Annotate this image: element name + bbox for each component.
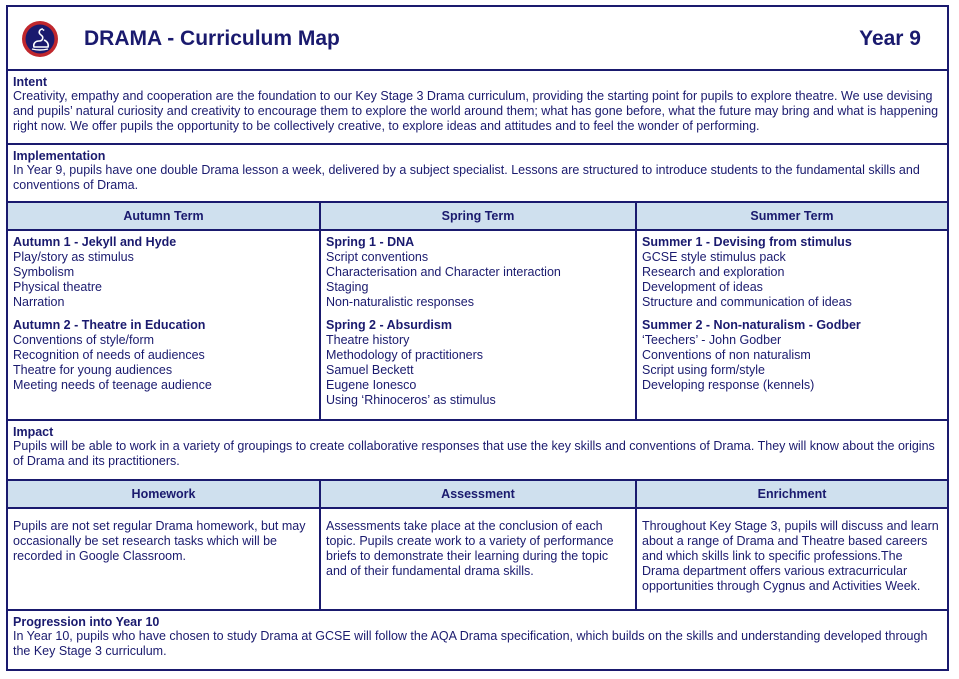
list-item: Developing response (kennels) (642, 378, 815, 392)
impact-title: Impact (13, 425, 54, 439)
list-item: Research and exploration (642, 265, 785, 279)
terms-content-row (8, 231, 947, 421)
list-item: Script using form/style (642, 363, 765, 377)
intent-section (8, 71, 947, 145)
summer-term-column (637, 231, 947, 419)
list-item: Structure and communication of ideas (642, 295, 852, 309)
unit-title: Summer 1 - Devising from stimulus (642, 235, 852, 249)
page-title: DRAMA - Curriculum Map (84, 27, 340, 50)
list-item: Non-naturalistic responses (326, 295, 474, 309)
list-item: Conventions of non naturalism (642, 348, 811, 362)
list-item: Conventions of style/form (13, 333, 155, 347)
info-header-row (8, 481, 947, 509)
list-item: Theatre history (326, 333, 410, 347)
list-item: Recognition of needs of audiences (13, 348, 205, 362)
year-label: Year 9 (859, 27, 921, 50)
enrichment-text: Throughout Key Stage 3, pupils will discuss and learn about a range of Drama and Theatre based careers and which skills link to specific professions.The Drama department offers various extracurricular opportunities through Cygnus and Activities Week. (642, 519, 939, 593)
list-item: Development of ideas (642, 280, 763, 294)
term-header-row (8, 203, 947, 231)
intent-text: Creativity, empathy and cooperation are the foundation to our Key Stage 3 Drama curriculum, providing the starting point for pupils to explore theatre. We use devising and pupils’ natural curiosity and creativity to encourage them to explore the world around them; what has gone before, what the future may bring and what is happening right now. We offer pupils the opportunity to be collectively creative, to explore ideas and attitudes and to feel the wonder of performing. (13, 89, 939, 133)
info-content-row (8, 509, 947, 611)
progression-section (8, 611, 947, 669)
assessment-text: Assessments take place at the conclusion of each topic. Pupils create work to a variety of performance briefs to demonstrate their learning during the topic and of their fundamental drama skills. (321, 509, 637, 609)
unit-block (642, 318, 942, 393)
impact-section (8, 421, 947, 481)
implementation-section (8, 145, 947, 203)
unit-title: Spring 1 - DNA (326, 235, 415, 249)
assessment-header: Assessment (321, 481, 637, 507)
implementation-text: In Year 9, pupils have one double Drama lesson a week, delivered by a subject specialist. Lessons are structured to introduce students to the fundamental skills and conventions of Drama. (13, 163, 920, 192)
unit-title: Autumn 1 - Jekyll and Hyde (13, 235, 177, 249)
intent-title: Intent (13, 75, 48, 89)
unit-title: Spring 2 - Absurdism (326, 318, 452, 332)
list-item: Physical theatre (13, 280, 102, 294)
unit-block (326, 235, 630, 310)
list-item: GCSE style stimulus pack (642, 250, 786, 264)
homework-header: Homework (8, 481, 321, 507)
unit-title: Autumn 2 - Theatre in Education (13, 318, 206, 332)
implementation-title: Implementation (13, 149, 106, 163)
autumn-term-column (8, 231, 321, 419)
autumn-term-header: Autumn Term (8, 203, 321, 229)
curriculum-map (6, 5, 949, 671)
list-item: Using ‘Rhinoceros’ as stimulus (326, 393, 496, 407)
unit-block (13, 235, 314, 310)
header (8, 7, 947, 71)
list-item: Symbolism (13, 265, 75, 279)
list-item: Script conventions (326, 250, 429, 264)
unit-block (642, 235, 942, 310)
swan-crest-icon (21, 20, 59, 58)
unit-block (13, 318, 314, 393)
list-item: Play/story as stimulus (13, 250, 134, 264)
enrichment-header: Enrichment (757, 487, 827, 501)
progression-text: In Year 10, pupils who have chosen to study Drama at GCSE will follow the AQA Drama specification, which builds on the skills and understanding developed through the Key Stage 3 curriculum. (13, 629, 928, 658)
homework-text: Pupils are not set regular Drama homework, but may occasionally be set research tasks which will be recorded in Google Classroom. (8, 509, 321, 609)
list-item: ‘Teechers’ - John Godber (642, 333, 782, 347)
list-item: Methodology of practitioners (326, 348, 484, 362)
unit-block (326, 318, 630, 408)
list-item: Samuel Beckett (326, 363, 414, 377)
spring-term-header: Spring Term (321, 203, 637, 229)
summer-term-header: Summer Term (750, 209, 834, 223)
list-item: Eugene Ionesco (326, 378, 417, 392)
progression-title: Progression into Year 10 (13, 615, 160, 629)
list-item: Meeting needs of teenage audience (13, 378, 212, 392)
list-item: Staging (326, 280, 369, 294)
list-item: Characterisation and Character interaction (326, 265, 561, 279)
spring-term-column (321, 231, 637, 419)
list-item: Narration (13, 295, 65, 309)
list-item: Theatre for young audiences (13, 363, 173, 377)
impact-text: Pupils will be able to work in a variety of groupings to create collaborative responses that use the key skills and conventions of Drama. They will know about the origins of Drama and its practitioners. (13, 439, 935, 468)
unit-title: Summer 2 - Non-naturalism - Godber (642, 318, 861, 332)
